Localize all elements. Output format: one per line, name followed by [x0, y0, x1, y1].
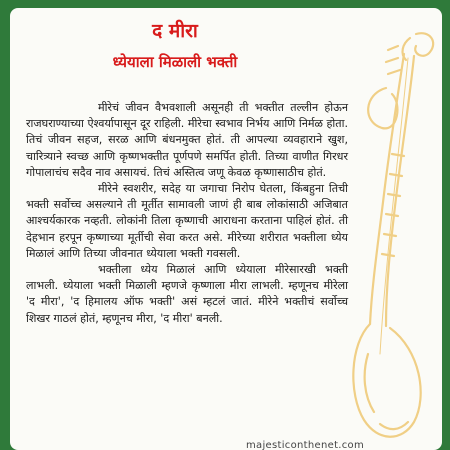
page-subtitle: ध्येयाला मिळाली भक्ती: [112, 53, 238, 71]
paragraph-3: भक्तीला ध्येय मिळालं आणि ध्येयाला मीरेसारखी भक्ती लाभली. ध्येयाला भक्ती मिळाली म्हणजे कृष्णाला मीरा लाभली. म्हणूनच मीरेला 'द मीरा', 'द हिमालय ऑफ भक्ती' असं म्हटलं जातं. मीरेने भक्तीचं सर्वोच्च शिखर गाठलं होतं, म्हणूनच मीरा, 'द मीरा' बनली.: [26, 263, 348, 325]
paragraph-2: मीरेने स्वशरीर, सदेह या जगाचा निरोप घेतला, किंबहुना तिची भक्ती सर्वोच्च असल्याने ती मूर्तीत सामावली जाणं ही बाब लोकांसाठी अजिबात आश्चर्यकारक नव्हती. लोकांनी तिला कृष्णाची आराधना करताना पाहिलं होतं. ती देहभान हरपून कृष्णाच्या मूर्तीची सेवा करत असे. मीरेच्या शरीरात भक्तीला ध्येय मिळालं आणि तिच्या जीवनात ध्येयाला भक्ती गवसली.: [26, 182, 348, 260]
page-title: द मीरा: [152, 20, 198, 42]
veena-icon: [340, 24, 442, 448]
body-text: [26, 100, 348, 327]
website-url: majesticonthenet.com: [246, 440, 365, 450]
paragraph-1: मीरेचं जीवन वैभवशाली असूनही ती भक्तीत तल्लीन होऊन राजघराण्याच्या ऐश्वर्यापासून दूर राहिली. मीरेचा स्वभाव निर्भय आणि निर्मळ होता. तिचं जीवन सहज, सरळ आणि बंधनमुक्त होतं. ती आपल्या व्यवहाराने खुश, चारित्र्याने स्वच्छ आणि कृष्णभक्तीत पूर्णपणे समर्पित होती. तिच्या वाणीत गिरधर गोपालाचंच सदैव नाव असायचं. तिचं अस्तित्व जणू केवळ कृष्णासाठीच होतं.: [26, 101, 348, 179]
card: [10, 8, 442, 450]
